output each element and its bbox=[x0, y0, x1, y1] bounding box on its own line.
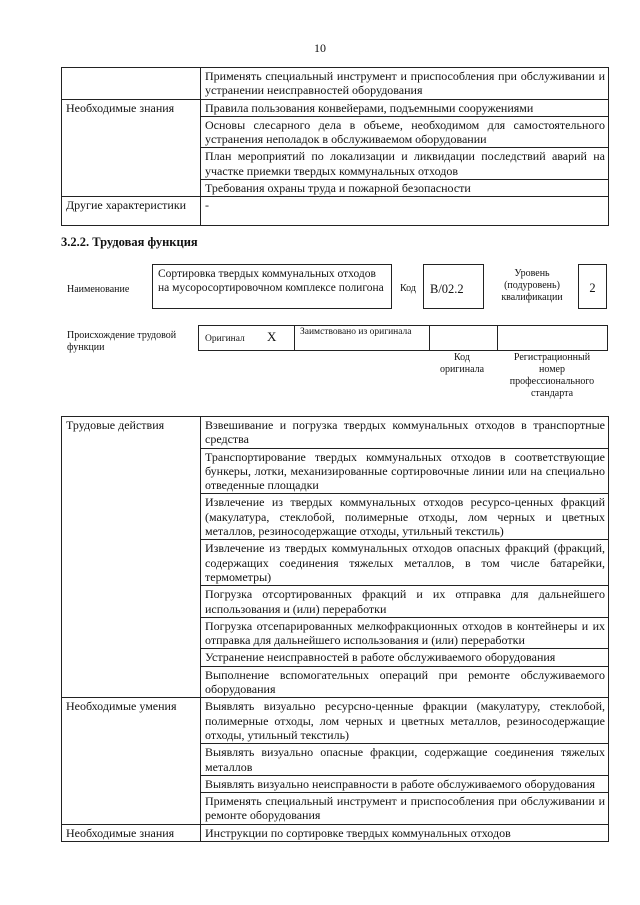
table-row bbox=[62, 417, 609, 449]
row-text: Основы слесарного дела в объеме, необходимом для самостоятельного устранения неполадок в обслуживаемом оборудовании bbox=[201, 116, 609, 148]
row-text: Извлечение из твердых коммунальных отходов ресурсо-ценных фракций (макулатура, стеклобой, полимерные отходы, лом черных и цветных металлов, резиносодержащие отходы, утильный текстиль) bbox=[201, 494, 609, 540]
row-label bbox=[62, 68, 201, 100]
row-text: Погрузка отсортированных фракций и их отправка для дальнейшего использования и (или) переработки bbox=[201, 586, 609, 618]
row-label: Необходимые знания bbox=[62, 824, 201, 841]
row-text: Выявлять визуально ресурсно-ценные фракции (макулатуру, стеклобой, полимерные отходы, лом черных и цветных металлов, резиносодержащие отходы, утильный текстиль) bbox=[201, 698, 609, 744]
row-text: Выполнение вспомогательных операций при ремонте обслуживаемого оборудования bbox=[201, 666, 609, 698]
row-text: Погрузка отсепарированных мелкофракционных отходов в контейнеры и их отправка для дальнейшего использования и (или) переработки bbox=[201, 617, 609, 649]
origin-label: Происхождение трудовой функции bbox=[67, 330, 177, 353]
table-row bbox=[62, 698, 609, 744]
table-row bbox=[62, 197, 609, 226]
code-original-caption: Код оригинала bbox=[439, 352, 485, 375]
level-box bbox=[578, 264, 607, 309]
row-text: Извлечение из твердых коммунальных отходов опасных фракций (фракций, содержащих соединения тяжелых металлов, в том числе батарейки, термометры) bbox=[201, 540, 609, 586]
row-text: Инструкции по сортировке твердых коммунальных отходов bbox=[201, 824, 609, 841]
page-number: 10 bbox=[314, 41, 326, 55]
row-label: Другие характеристики bbox=[62, 197, 201, 226]
function-name-box bbox=[152, 264, 392, 309]
level-value: 2 bbox=[589, 281, 596, 295]
code-box bbox=[423, 264, 484, 309]
table-row bbox=[62, 68, 609, 100]
main-table bbox=[61, 416, 609, 842]
level-label: Уровень (подуровень) квалификации bbox=[501, 268, 563, 303]
top-table bbox=[61, 67, 609, 226]
code-value: В/02.2 bbox=[430, 282, 464, 296]
row-text: Взвешивание и погрузка твердых коммунальных отходов в транспортные средства bbox=[201, 417, 609, 449]
row-label: Необходимые умения bbox=[62, 698, 201, 824]
function-name: Сортировка твердых коммунальных отходов на мусоросортировочном комплексе полигона bbox=[158, 268, 384, 294]
original-box bbox=[198, 325, 295, 351]
table-row bbox=[62, 824, 609, 841]
row-text: План мероприятий по локализации и ликвидации последствий аварий на участке приемки твердых коммунальных отходов bbox=[201, 148, 609, 180]
borrowed-box bbox=[294, 325, 430, 351]
row-text: - bbox=[201, 197, 609, 226]
original-mark: X bbox=[267, 329, 277, 344]
row-text: Требования охраны труда и пожарной безопасности bbox=[201, 180, 609, 197]
reg-number-box bbox=[497, 325, 608, 351]
code-original-box bbox=[429, 325, 498, 351]
row-label: Трудовые действия bbox=[62, 417, 201, 698]
section-heading: 3.2.2. Трудовая функция bbox=[61, 235, 198, 249]
row-text: Применять специальный инструмент и приспособления при обслуживании и ремонте оборудования bbox=[201, 793, 609, 825]
reg-number-caption: Регистрационный номер профессионального стандарта bbox=[509, 352, 595, 399]
row-text: Применять специальный инструмент и приспособления при обслуживании и устранении неисправностей оборудования bbox=[201, 68, 609, 100]
row-text: Выявлять визуально неисправности в работе обслуживаемого оборудования bbox=[201, 775, 609, 792]
row-text: Выявлять визуально опасные фракции, содержащие соединения тяжелых металлов bbox=[201, 744, 609, 776]
borrowed-label: Заимствовано из оригинала bbox=[300, 327, 412, 337]
row-label: Необходимые знания bbox=[62, 99, 201, 197]
name-label: Наименование bbox=[67, 284, 130, 295]
row-text: Транспортирование твердых коммунальных отходов в соответствующие бункеры, лотки, механизированные сортировочные линии или на специально отведенные площадки bbox=[201, 448, 609, 494]
code-label: Код bbox=[400, 283, 416, 294]
original-label: Оригинал bbox=[205, 334, 245, 344]
table-row bbox=[62, 99, 609, 116]
row-text: Правила пользования конвейерами, подъемными сооружениями bbox=[201, 99, 609, 116]
row-text: Устранение неисправностей в работе обслуживаемого оборудования bbox=[201, 649, 609, 666]
